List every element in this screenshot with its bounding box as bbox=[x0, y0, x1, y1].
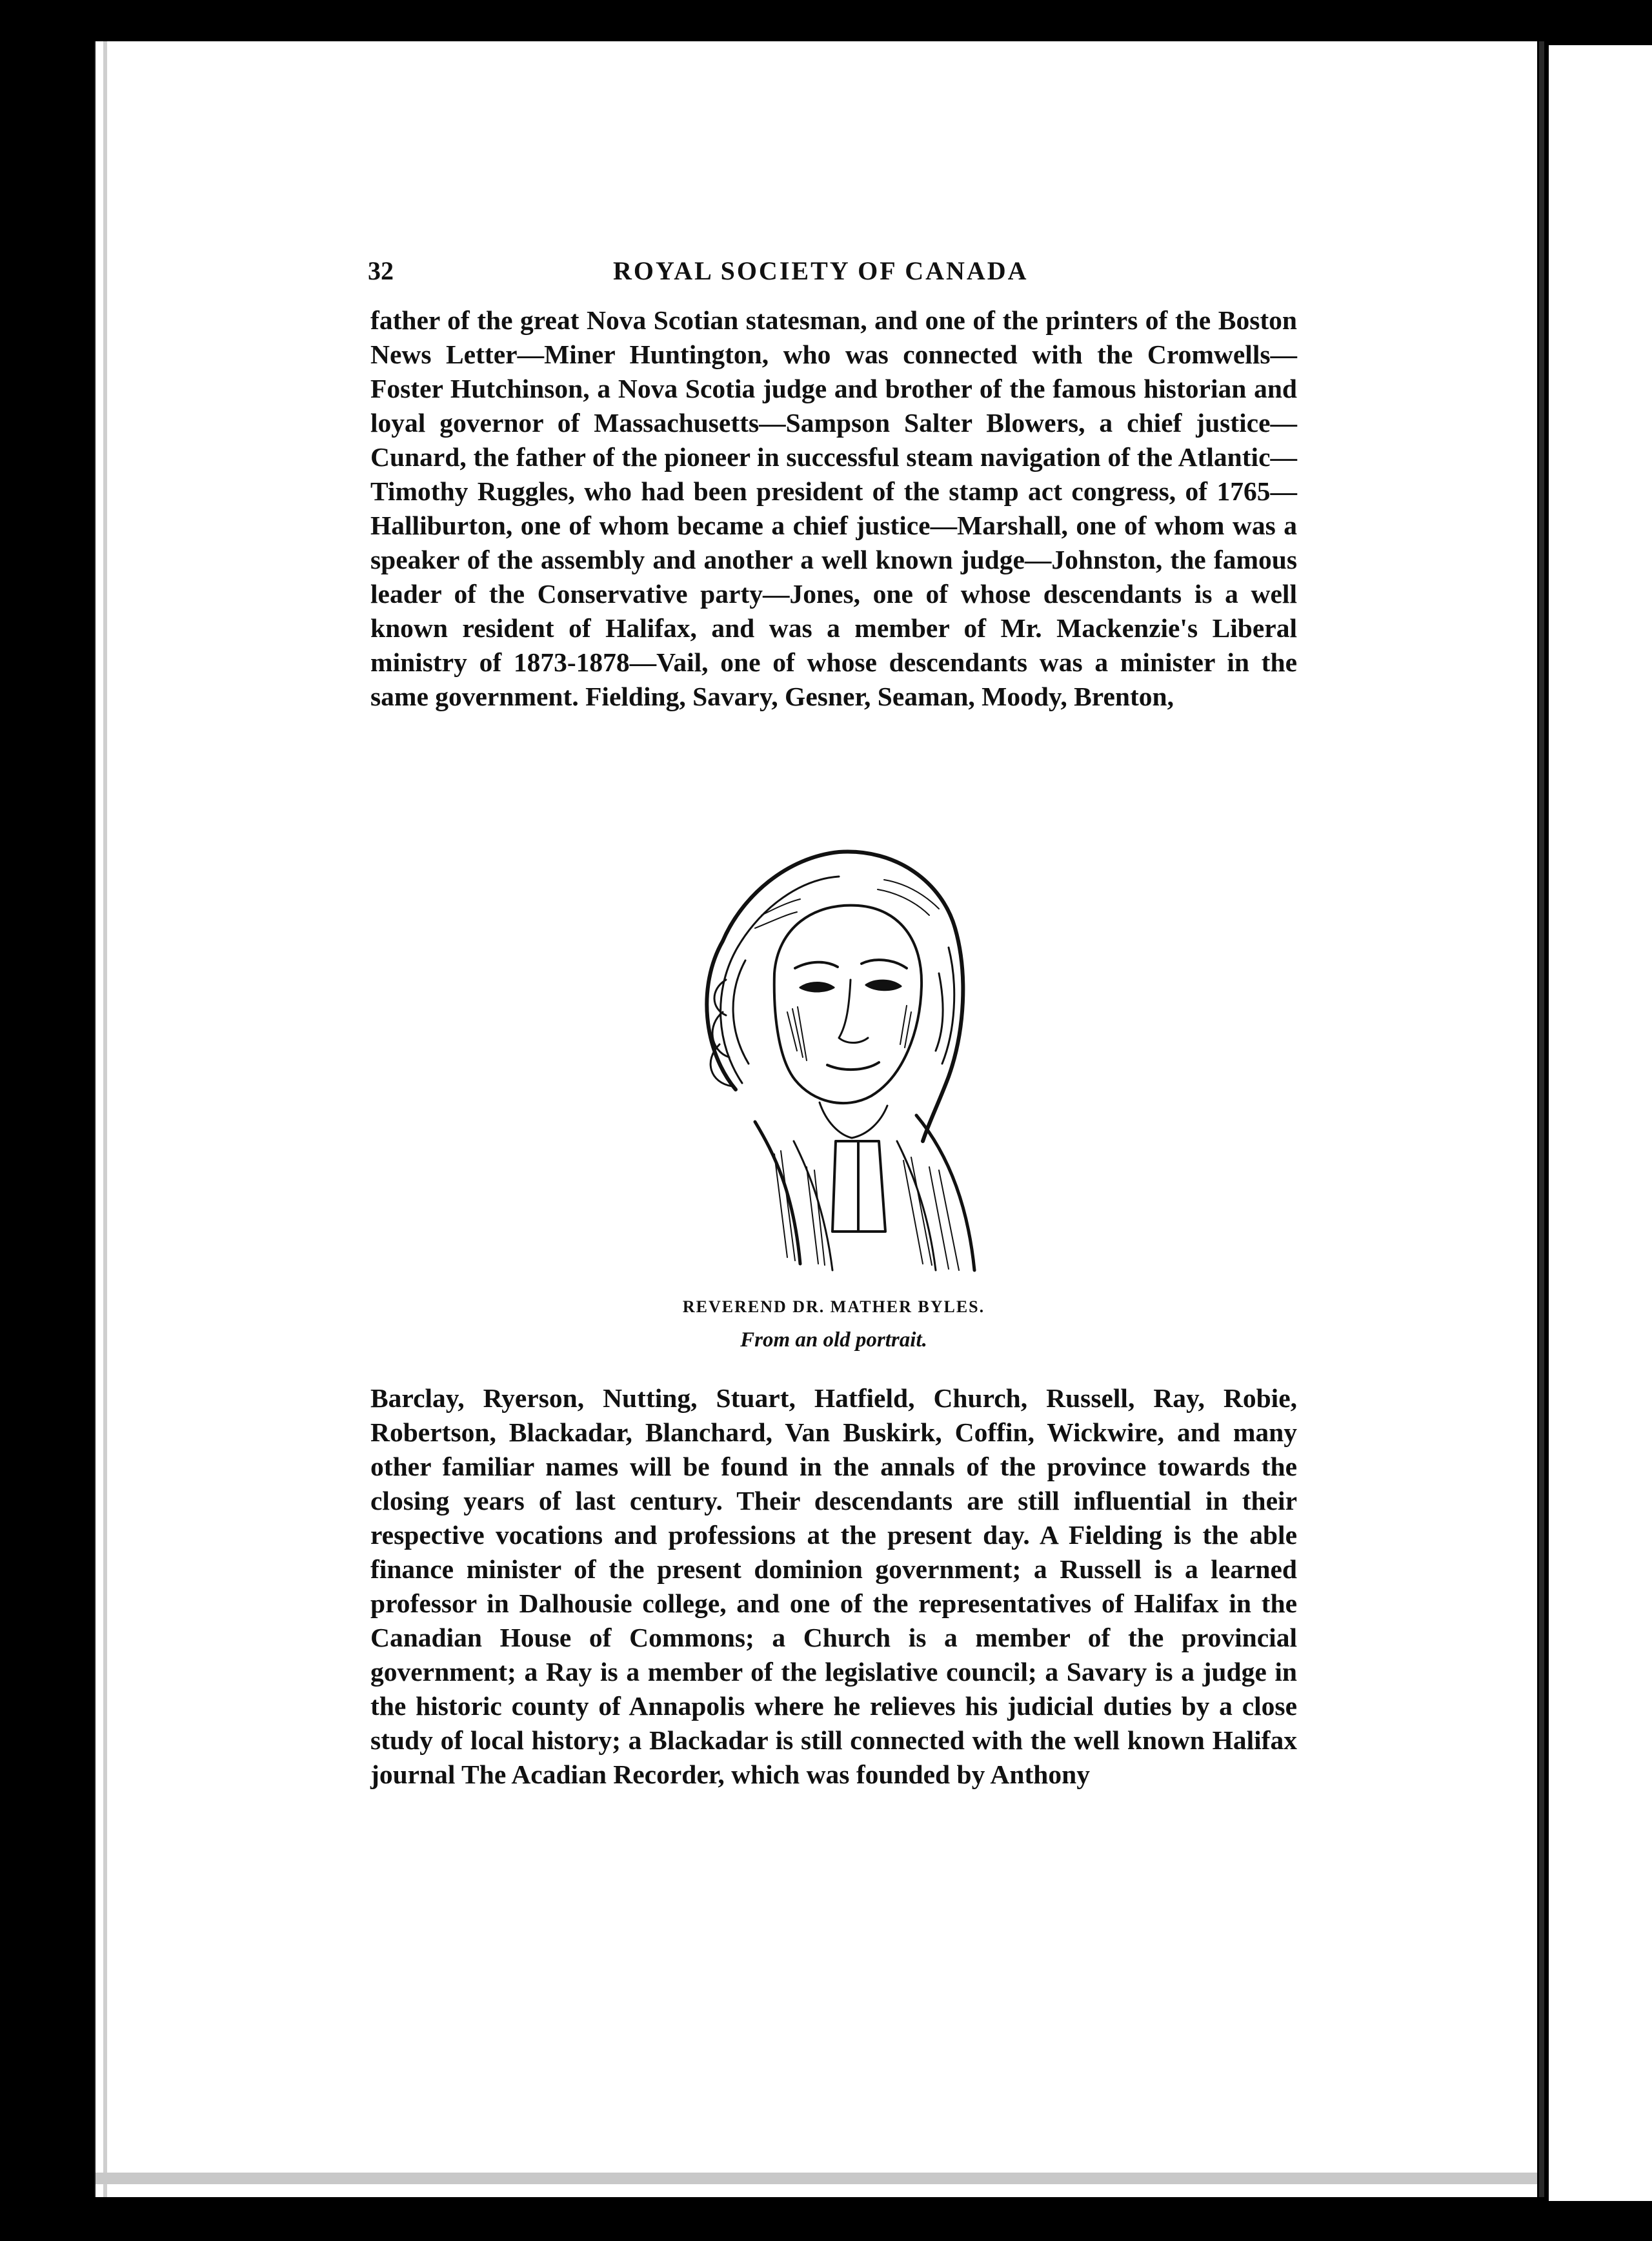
figure-caption-title: REVEREND DR. MATHER BYLES. bbox=[682, 1297, 985, 1316]
page-edge-shadow bbox=[103, 41, 107, 2197]
next-page-edge bbox=[1539, 41, 1544, 2197]
paragraph-bottom: Barclay, Ryerson, Nutting, Stuart, Hatfield, Church, Russell, Ray, Robie, Robertson, Blackadar, Blanchard, Van Buskirk, Coffin, Wickwire, and many other familiar names will be found in the annals of the province towards the closing years of last century. Their descendants are still influential in their respective vocations and professions at the present day. A Fielding is the able finance minister of the present dominion government; a Russell is a learned professor in Dalhousie college, and one of the representatives of Halifax in the Canadian House of Commons; a Church is a member of the provincial government; a Ray is a member of the legislative council; a Savary is a judge in the historic county of Annapolis where he relieves his judicial duties by a close study of local history; a Blackadar is still connected with the well known Halifax journal The Acadian Recorder, which was founded by Anthony bbox=[370, 1383, 1297, 1789]
figure-caption-subtitle: From an old portrait. bbox=[740, 1328, 927, 1352]
page-number: 32 bbox=[368, 256, 394, 285]
paragraph-top: father of the great Nova Scotian statesman, and one of the printers of the Boston News Letter—Miner Huntington, who was connected with the Cromwells—Foster Hutchinson, a Nova Scotia judge and brother of the famous historian and loyal governor of Massachusetts—Sampson Salter Blowers, a chief justice—Cunard, the father of the pioneer in successful steam navigation of the Atlantic—Timothy Ruggles, who had been president of the stamp act congress, of 1765—Halliburton, one of whom became a chief justice—Marshall, one of whom was a speaker of the assembly and another a well known judge—Johnston, the famous leader of the Conservative party—Jones, one of whose descendants is a well known resident of Halifax, and was a member of Mr. Mackenzie's Liberal ministry of 1873-1878—Vail, one of whose descendants was a minister in the same government. Fielding, Savary, Gesner, Seaman, Moody, Brenton, bbox=[370, 305, 1297, 711]
running-head bbox=[368, 256, 1297, 301]
portrait-illustration bbox=[645, 818, 1020, 1283]
next-page bbox=[1549, 45, 1652, 2201]
journal-title: ROYAL SOCIETY OF CANADA bbox=[613, 256, 1029, 285]
page-bottom-edge bbox=[96, 2173, 1537, 2184]
